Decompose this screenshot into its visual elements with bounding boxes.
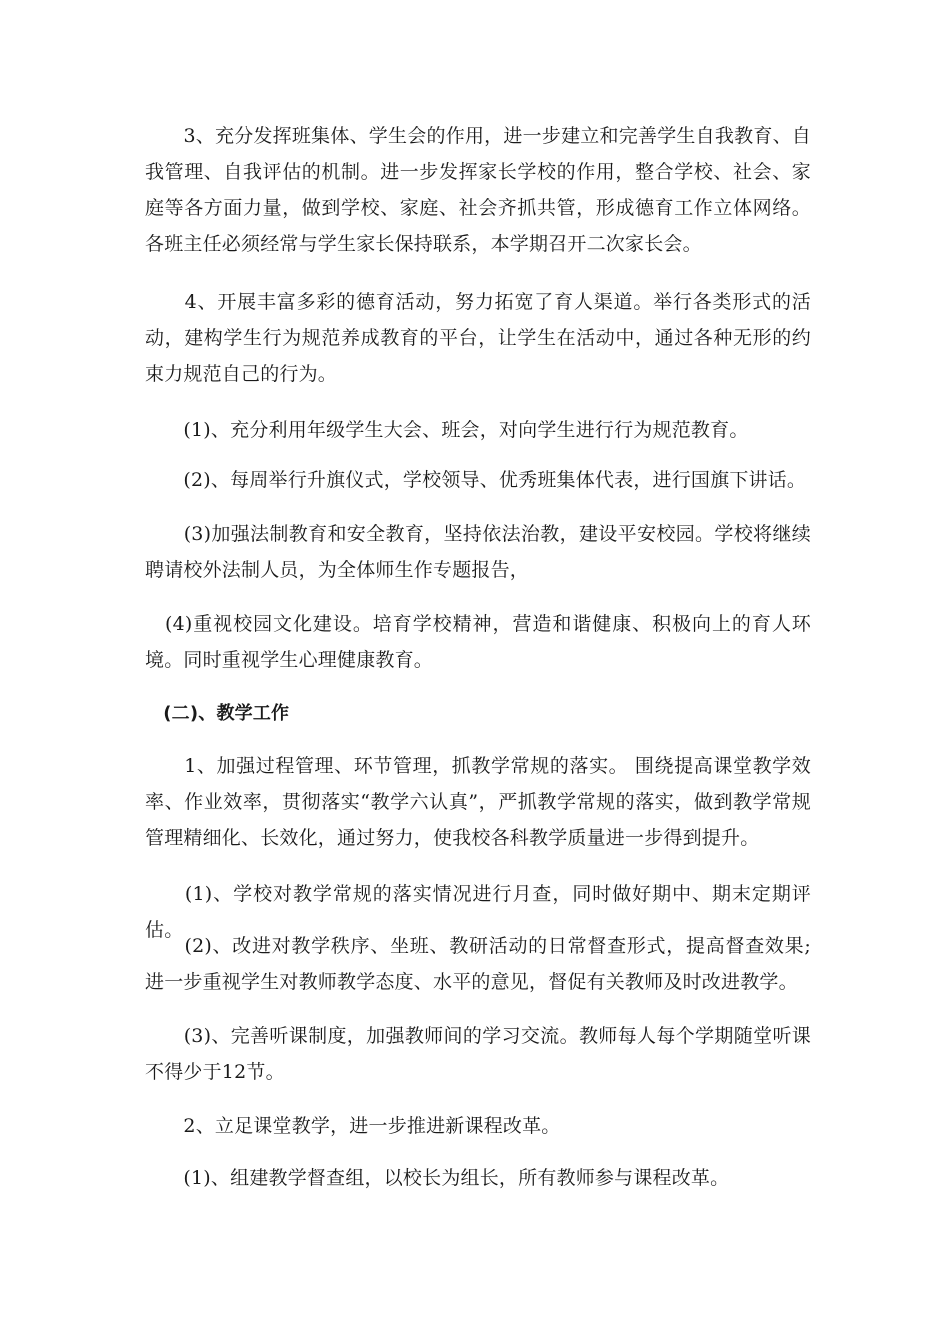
paragraph-supervision-group: (1)、组建教学督查组，以校长为组长，所有教师参与课程改革。 [145, 1167, 730, 1189]
paragraph-lesson-observation: (3)、完善听课制度，加强教师间的学习交流。教师每人每个学期随堂听课不得少于12节。 [145, 1025, 811, 1083]
paragraph-item-1: (1)、充分利用年级学生大会、班会，对向学生进行行为规范教育。 [145, 419, 749, 441]
paragraph-item-2: (2)、每周举行升旗仪式，学校领导、优秀班集体代表，进行国旗下讲话。 [145, 469, 807, 491]
section-heading-teaching: (二)、教学工作 [145, 703, 290, 724]
paragraph-process-management: 1、加强过程管理、环节管理，抓教学常规的落实。 围绕提高课堂教学效率、作业效率，贯彻落实“教学六认真”，严抓教学常规的落实，做到教学常规管理精细化、长效化，通过努力，使我校各科教学质量进一步得到提升。 [145, 755, 811, 849]
paragraph-monthly-check: (1)、学校对教学常规的落实情况进行月查，同时做好期中、期末定期评估。 [145, 883, 811, 941]
paragraph-curriculum-reform: 2、立足课堂教学，进一步推进新课程改革。 [145, 1115, 561, 1137]
paragraph-moral-activities: 4、开展丰富多彩的德育活动，努力拓宽了育人渠道。举行各类形式的活动，建构学生行为规范养成教育的平台，让学生在活动中，通过各种无形的约束力规范自己的行为。 [145, 291, 811, 385]
paragraph-class-collective: 3、充分发挥班集体、学生会的作用，进一步建立和完善学生自我教育、自我管理、自我评估的机制。进一步发挥家长学校的作用，整合学校、社会、家庭等各方面力量，做到学校、家庭、社会齐抓共管，形成德育工作立体网络。各班主任必须经常与学生家长保持联系，本学期召开二次家长会。 [145, 125, 811, 255]
paragraph-item-3: (3)加强法制教育和安全教育，坚持依法治教，建设平安校园。学校将继续聘请校外法制人员，为全体师生作专题报告， [145, 523, 811, 581]
paragraph-supervision: (2)、改进对教学秩序、坐班、教研活动的日常督查形式，提高督查效果;进一步重视学生对教师教学态度、水平的意见，督促有关教师及时改进教学。 [145, 935, 811, 993]
paragraph-item-4: (4)重视校园文化建设。培育学校精神，营造和谐健康、积极向上的育人环境。同时重视学生心理健康教育。 [145, 613, 811, 671]
